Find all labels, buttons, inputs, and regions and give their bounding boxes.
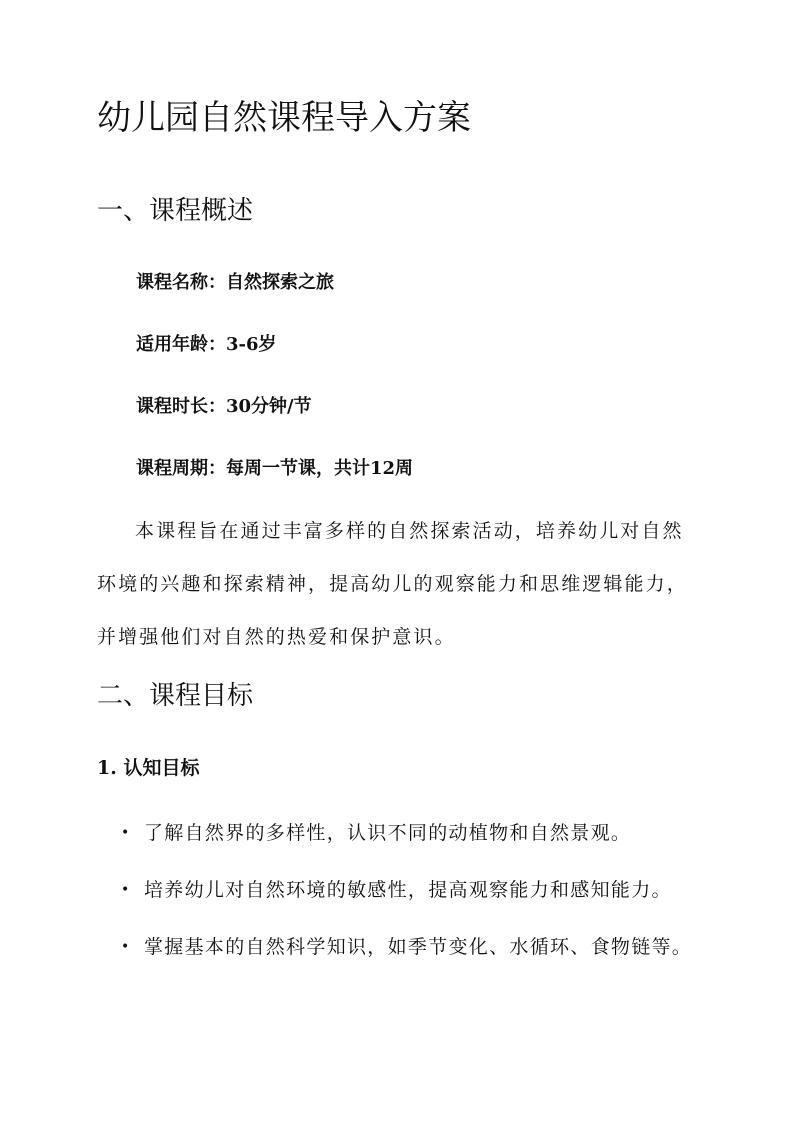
- subsection-heading-cognitive: 1. 认知目标: [97, 757, 200, 779]
- section-heading-overview: 一、课程概述: [97, 196, 254, 226]
- cognitive-goals-list: [97, 805, 707, 976]
- cycle-line: 课程周期：每周一节课，共计12周: [136, 458, 414, 479]
- list-item: [97, 805, 707, 862]
- bullet-icon: •: [121, 882, 131, 898]
- age-range-line: 适用年龄：3-6岁: [136, 334, 277, 355]
- list-item: [97, 862, 707, 919]
- section-heading-goals: 二、课程目标: [97, 681, 254, 711]
- document-title: 幼儿园自然课程导入方案: [97, 98, 471, 138]
- list-item-text: 掌握基本的自然科学知识，如季节变化、水循环、食物链等。: [144, 936, 693, 958]
- bullet-icon: •: [121, 825, 131, 841]
- overview-paragraph: 本课程旨在通过丰富多样的自然探索活动，培养幼儿对自然环境的兴趣和探索精神，提高幼儿的观察能力和思维逻辑能力，并增强他们对自然的热爱和保护意识。: [97, 520, 688, 648]
- list-item-text: 了解自然界的多样性，认识不同的动植物和自然景观。: [144, 822, 632, 844]
- duration-line: 课程时长：30分钟/节: [136, 396, 312, 417]
- list-item-text: 培养幼儿对自然环境的敏感性，提高观察能力和感知能力。: [144, 879, 672, 901]
- course-name-line: 课程名称：自然探索之旅: [136, 272, 334, 293]
- list-item: [97, 919, 707, 976]
- bullet-icon: •: [121, 939, 131, 955]
